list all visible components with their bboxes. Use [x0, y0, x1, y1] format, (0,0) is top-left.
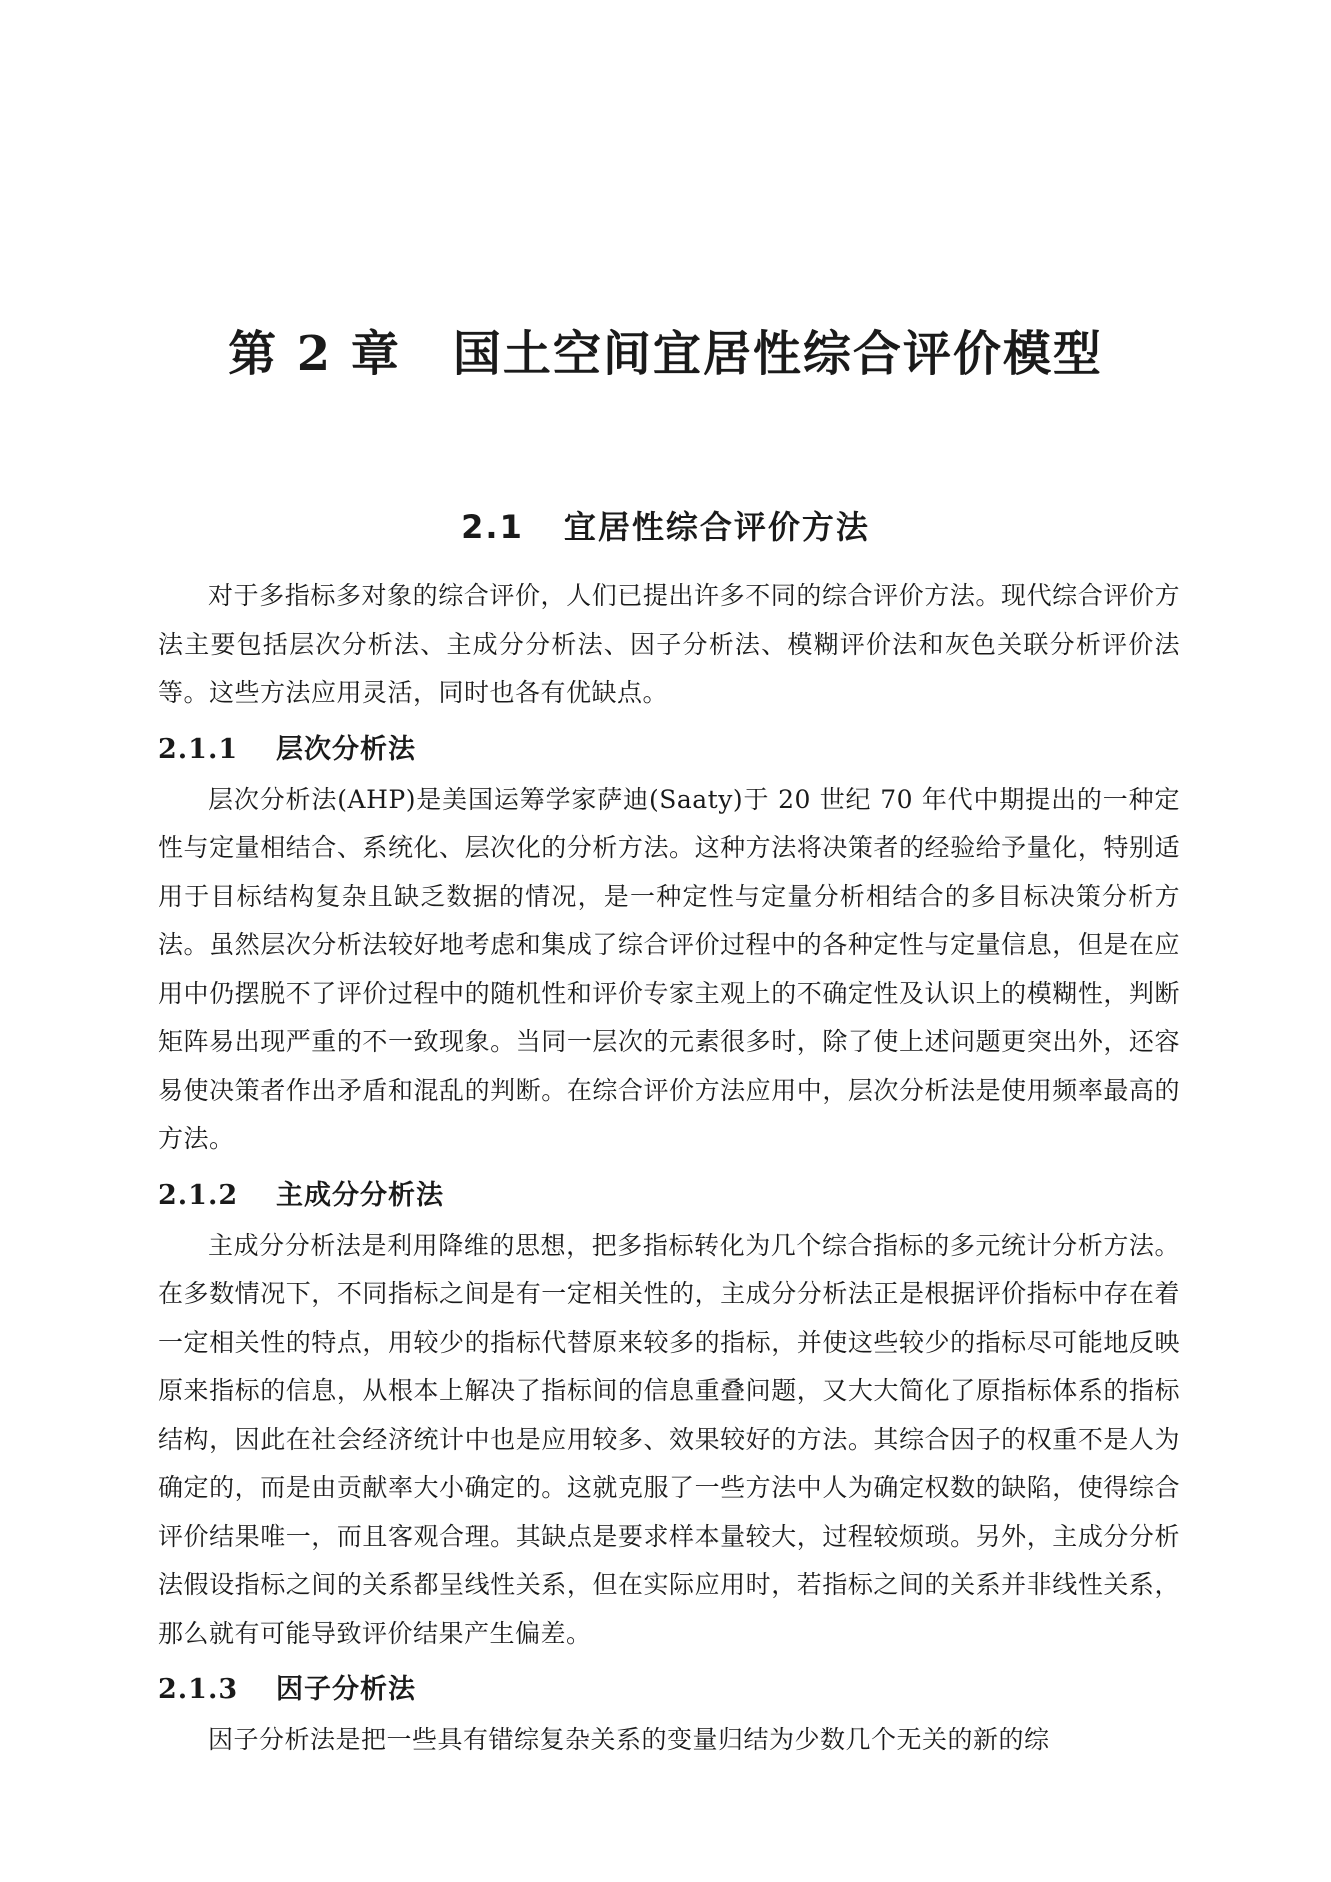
subsection-title: 因子分析法 — [276, 1674, 416, 1705]
subsection-heading-2-1-3 — [158, 1664, 1180, 1716]
subsection-heading-2-1-1 — [158, 724, 1180, 776]
subsection-number: 2.1.2 — [158, 1179, 239, 1211]
section-title-text: 宜居性综合评价方法 — [563, 507, 870, 546]
intro-paragraph: 对于多指标多对象的综合评价，人们已提出许多不同的综合评价方法。现代综合评价方法主要包括层次分析法、主成分分析法、因子分析法、模糊评价法和灰色关联分析评价法等。这些方法应用灵活，同时也各有优缺点。 — [158, 581, 1180, 707]
body-text — [158, 572, 1180, 1765]
subsection-number: 2.1.3 — [158, 1674, 239, 1705]
chapter-number: 第 2 章 — [228, 326, 401, 383]
subsection-number: 2.1.1 — [158, 733, 239, 765]
chapter-title — [0, 324, 1331, 384]
subsection-heading-2-1-2 — [158, 1170, 1180, 1222]
subsection-title: 主成分分析法 — [276, 1179, 444, 1211]
subsection-title: 层次分析法 — [276, 733, 416, 765]
chapter-title-text: 国土空间宜居性综合评价模型 — [452, 326, 1103, 383]
subsection-paragraph-ahp: 层次分析法(AHP)是美国运筹学家萨迪(Saaty)于 20 世纪 70 年代中期提出的一种定性与定量相结合、系统化、层次化的分析方法。这种方法将决策者的经验给予量化，特别适用于目标结构复杂且缺乏数据的情况，是一种定性与定量分析相结合的多目标决策分析方法。虽然层次分析法较好地考虑和集成了综合评价过程中的各种定性与定量信息，但是在应用中仍摆脱不了评价过程中的随机性和评价专家主观上的不确定性及认识上的模糊性，判断矩阵易出现严重的不一致现象。当同一层次的元素很多时，除了使上述问题更突出外，还容易使决策者作出矛盾和混乱的判断。在综合评价方法应用中，层次分析法是使用频率最高的方法。 — [158, 784, 1180, 1153]
subsection-paragraph-pca: 主成分分析法是利用降维的思想，把多指标转化为几个综合指标的多元统计分析方法。在多数情况下，不同指标之间是有一定相关性的，主成分分析法正是根据评价指标中存在着一定相关性的特点，用较少的指标代替原来较多的指标，并使这些较少的指标尽可能地反映原来指标的信息，从根本上解决了指标间的信息重叠问题，又大大简化了原指标体系的指标结构，因此在社会经济统计中也是应用较多、效果较好的方法。其综合因子的权重不是人为确定的，而是由贡献率大小确定的。这就克服了一些方法中人为确定权数的缺陷，使得综合评价结果唯一，而且客观合理。其缺点是要求样本量较大，过程较烦琐。另外，主成分分析法假设指标之间的关系都呈线性关系，但在实际应用时，若指标之间的关系并非线性关系，那么就有可能导致评价结果产生偏差。 — [158, 1230, 1180, 1648]
section-title — [0, 505, 1331, 549]
section-number: 2.1 — [461, 507, 524, 546]
subsection-paragraph-factor: 因子分析法是把一些具有错综复杂关系的变量归结为少数几个无关的新的综 — [208, 1725, 1050, 1754]
